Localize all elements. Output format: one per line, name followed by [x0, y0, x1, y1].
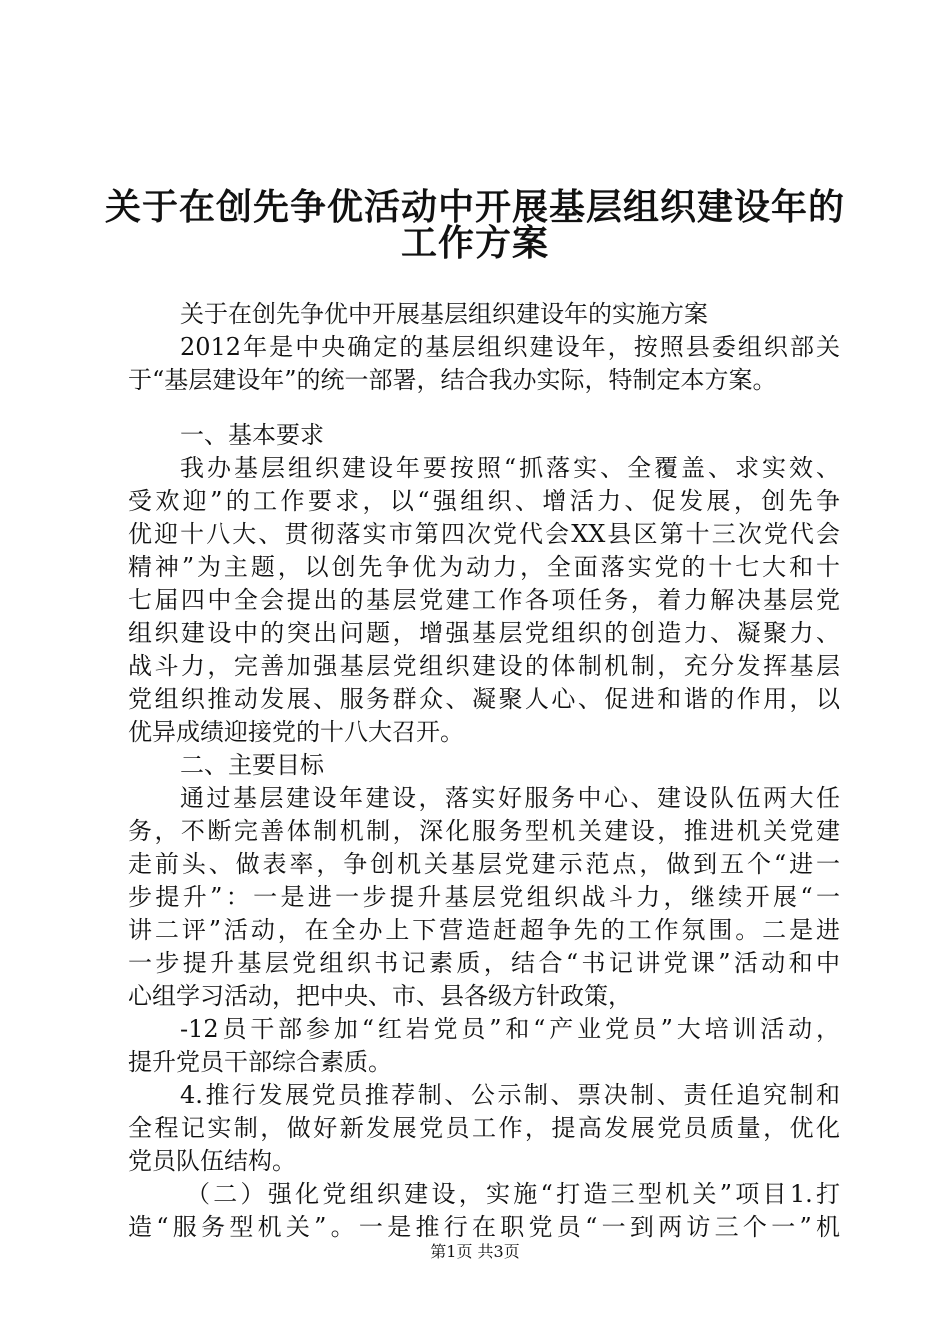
paragraph-line: 讲二评”活动，在全办上下营造赶超争先的工作氛围。二是进 — [128, 916, 840, 944]
paragraph-line: （二）强化党组织建设，实施“打造三型机关”项目1.打 — [186, 1180, 840, 1208]
paragraph-line: 全程记实制，做好新发展党员工作，提高发展党员质量，优化 — [128, 1114, 840, 1142]
paragraph-line: -12员干部参加“红岩党员”和“产业党员”大培训活动， — [180, 1015, 840, 1043]
paragraph-line: 务，不断完善体制机制，深化服务型机关建设，推进机关党建 — [128, 817, 840, 845]
paragraph-line: 党员队伍结构。 — [128, 1147, 296, 1175]
paragraph-line: 战斗力，完善加强基层党组织建设的体制机制，充分发挥基层 — [128, 652, 840, 680]
paragraph-line: 步提升”：一是进一步提升基层党组织战斗力，继续开展“一 — [128, 883, 840, 911]
document-title-line-2: 工作方案 — [400, 223, 549, 264]
paragraph-line: 优迎十八大、贯彻落实市第四次党代会XX县区第十三次党代会 — [128, 520, 840, 548]
document-body — [128, 298, 840, 1244]
paragraph-line: 造“服务型机关”。一是推行在职党员“一到两访三个一”机 — [128, 1213, 840, 1241]
paragraph-line: 组织建设中的突出问题，增强基层党组织的创造力、凝聚力、 — [128, 619, 840, 647]
section-heading: 一、基本要求 — [180, 421, 324, 449]
paragraph-line: 提升党员干部综合素质。 — [128, 1048, 392, 1076]
paragraph-line: 受欢迎”的工作要求，以“强组织、增活力、促发展，创先争 — [128, 487, 840, 515]
paragraph-line: 通过基层建设年建设，落实好服务中心、建设队伍两大任 — [180, 784, 840, 812]
section-heading: 二、主要目标 — [180, 751, 324, 779]
paragraph-gap — [128, 397, 840, 419]
paragraph-line: 七届四中全会提出的基层党建工作各项任务，着力解决基层党 — [128, 586, 840, 614]
paragraph-line: 我办基层组织建设年要按照“抓落实、全覆盖、求实效、 — [180, 454, 840, 482]
paragraph-line: 精神”为主题，以创先争优为动力，全面落实党的十七大和十 — [128, 553, 840, 581]
paragraph-line: 一步提升基层党组织书记素质，结合“书记讲党课”活动和中 — [128, 949, 840, 977]
paragraph-line: 优异成绩迎接党的十八大召开。 — [128, 718, 464, 746]
paragraph-line: 心组学习活动，把中央、市、县各级方针政策， — [128, 982, 632, 1010]
paragraph-line: 党组织推动发展、服务群众、凝聚人心、促进和谐的作用，以 — [128, 685, 840, 713]
subtitle-line: 关于在创先争优中开展基层组织建设年的实施方案 — [180, 300, 708, 328]
paragraph-line: 走前头、做表率，争创机关基层党建示范点，做到五个“进一 — [128, 850, 840, 878]
document-title-line-1: 关于在创先争优活动中开展基层组织建设年的 — [104, 187, 845, 228]
paragraph-line: 于“基层建设年”的统一部署，结合我办实际，特制定本方案。 — [128, 366, 777, 394]
paragraph-line: 4.推行发展党员推荐制、公示制、票决制、责任追究制和 — [180, 1081, 840, 1109]
paragraph-line: 2012年是中央确定的基层组织建设年，按照县委组织部关 — [180, 333, 840, 361]
page-number-footer: 第1页 共3页 — [430, 1242, 520, 1261]
